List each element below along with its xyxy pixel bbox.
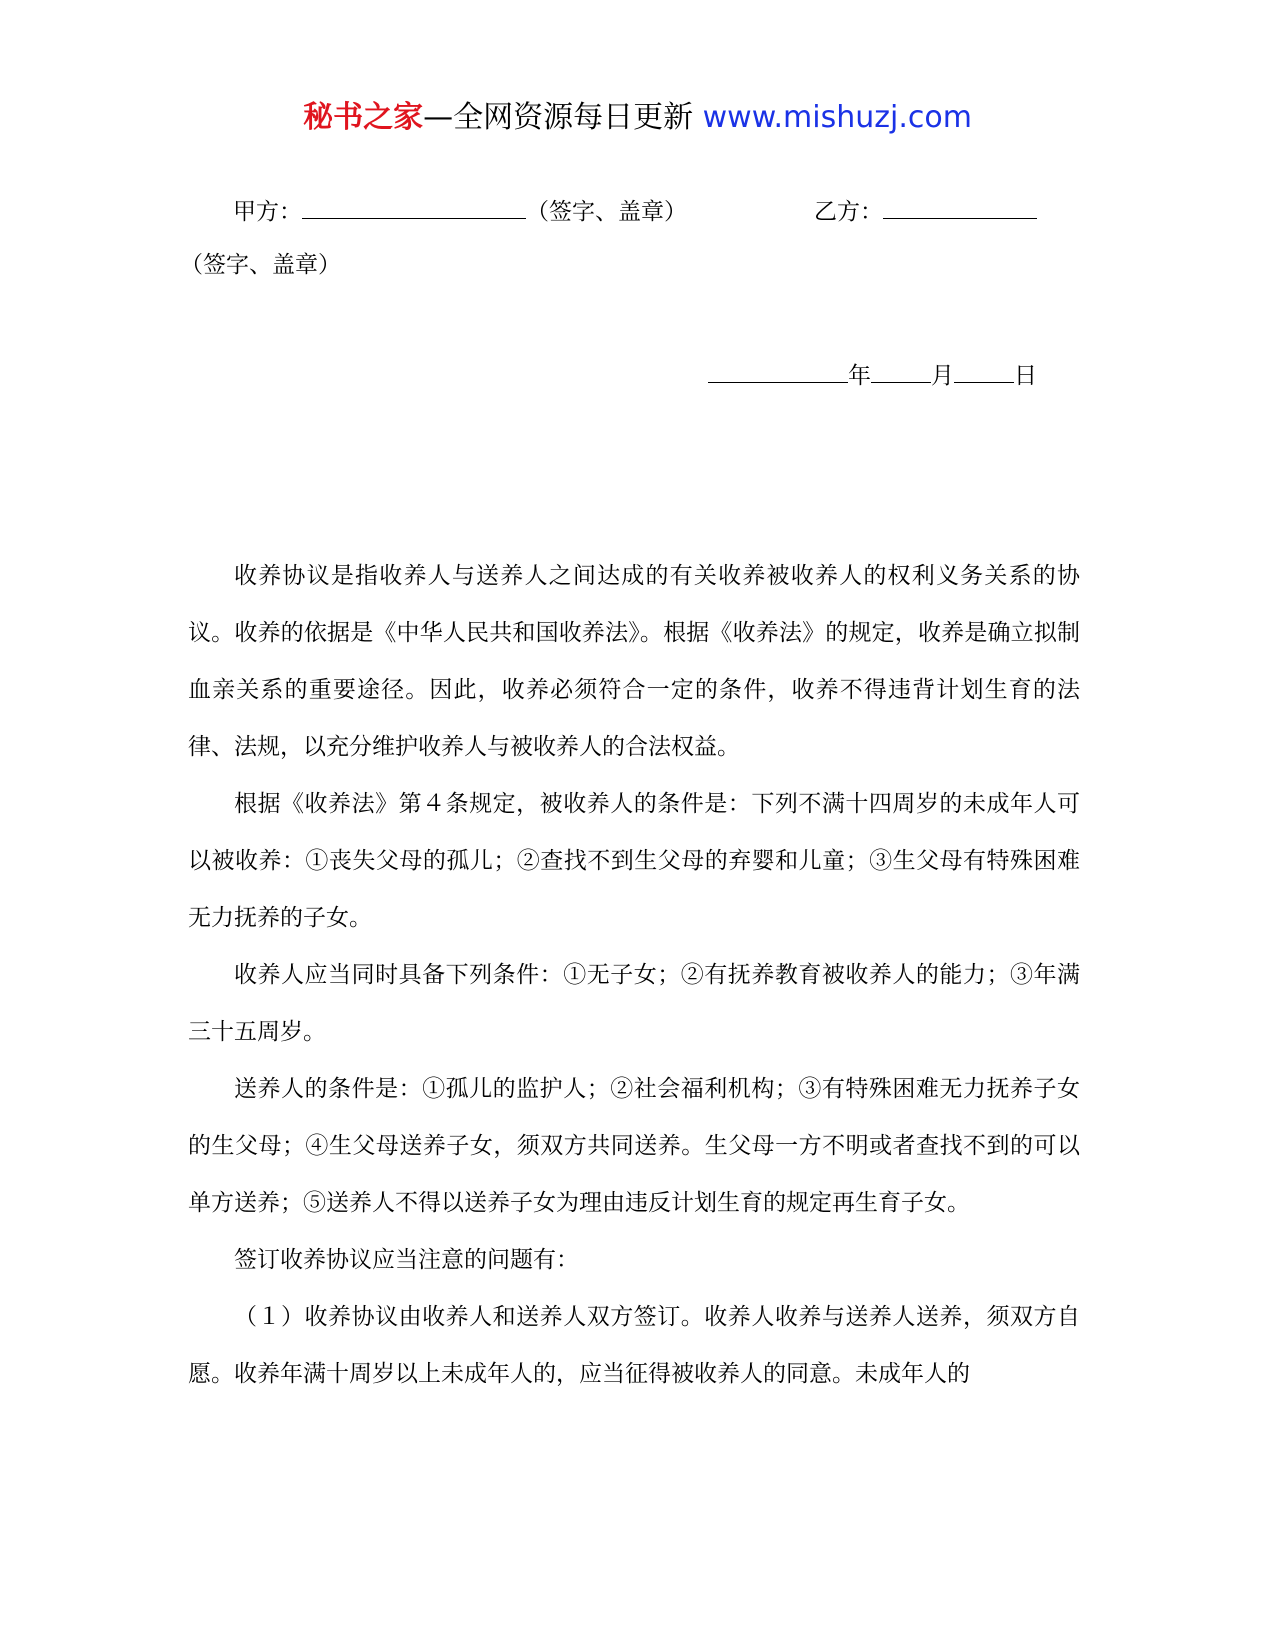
month-label: 月 <box>931 363 954 389</box>
document-body <box>188 548 1080 1403</box>
month-blank <box>871 360 931 383</box>
paragraph: 收养人应当同时具备下列条件：①无子女；②有抚养教育被收养人的能力；③年满三十五周岁。 <box>188 962 1080 1045</box>
paragraph: 签订收养协议应当注意的问题有： <box>234 1247 579 1273</box>
paragraph: 收养协议是指收养人与送养人之间达成的有关收养被收养人的权利义务关系的协议。收养的依据是《中华人民共和国收养法》。根据《收养法》的规定，收养是确立拟制血亲关系的重要途径。因此，收养必须符合一定的条件，收养不得违背计划生育的法律、法规，以充分维护收养人与被收养人的合法权益。 <box>188 563 1080 760</box>
date-line <box>708 360 1037 391</box>
paragraph: 送养人的条件是：①孤儿的监护人；②社会福利机构；③有特殊困难无力抚养子女的生父母；④生父母送养子女，须双方共同送养。生父母一方不明或者查找不到的可以单方送养；⑤送养人不得以送养子女为理由违反计划生育的规定再生育子女。 <box>188 1076 1080 1216</box>
day-label: 日 <box>1014 363 1037 389</box>
party-b-suffix: （签字、盖章） <box>180 252 341 278</box>
party-a-suffix: （签字、盖章） <box>526 199 687 225</box>
party-b-label: 乙方： <box>814 199 883 225</box>
party-a-label: 甲方： <box>233 199 302 225</box>
year-blank <box>708 360 848 383</box>
party-b-suffix-line <box>180 250 341 280</box>
site-url-link[interactable]: www.mishuzj.com <box>702 100 972 135</box>
signature-line <box>233 196 687 227</box>
party-b-blank <box>883 196 1037 219</box>
year-label: 年 <box>848 363 871 389</box>
header-slogan: —全网资源每日更新 <box>423 100 703 135</box>
day-blank <box>954 360 1014 383</box>
paragraph: 根据《收养法》第４条规定，被收养人的条件是：下列不满十四周岁的未成年人可以被收养：①丧失父母的孤儿；②查找不到生父母的弃婴和儿童；③生父母有特殊困难无力抚养的子女。 <box>188 791 1080 931</box>
site-header <box>0 98 1275 138</box>
paragraph: （１）收养协议由收养人和送养人双方签订。收养人收养与送养人送养，须双方自愿。收养年满十周岁以上未成年人的，应当征得被收养人的同意。未成年人的 <box>188 1304 1080 1387</box>
party-a-blank <box>302 196 526 219</box>
brand-name: 秘书之家 <box>303 100 424 135</box>
party-b-line <box>814 196 1037 227</box>
